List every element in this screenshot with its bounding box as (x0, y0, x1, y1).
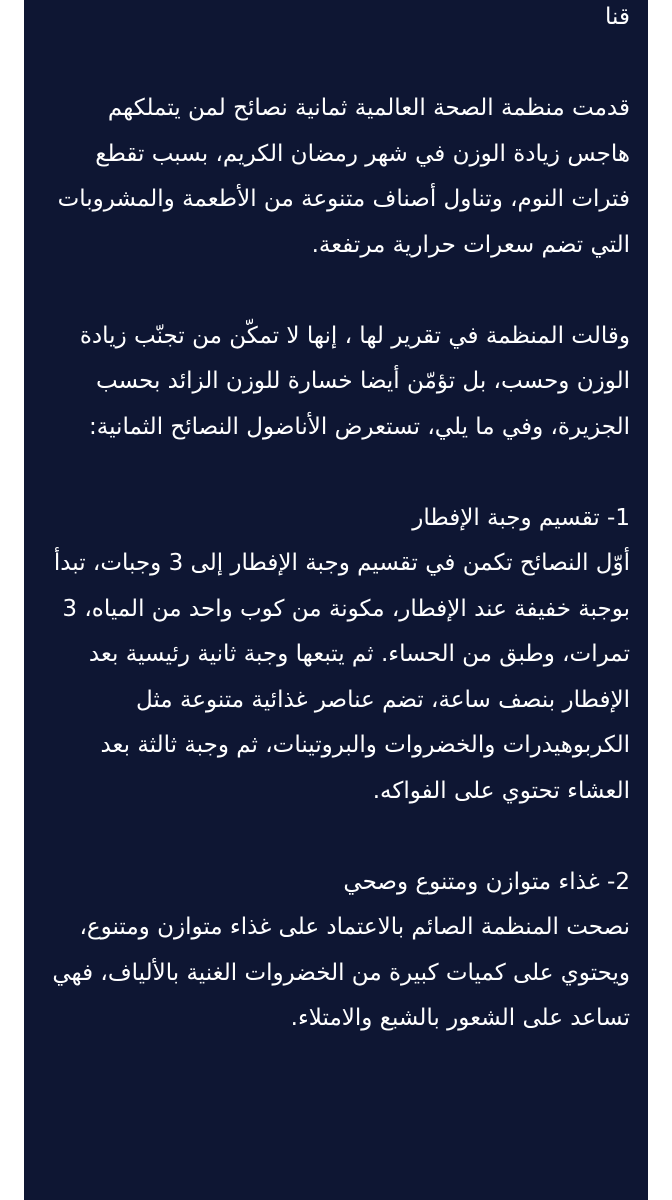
paragraph-gap (44, 268, 630, 314)
tip-1-heading: 1- تقسيم وجبة الإفطار (412, 504, 630, 531)
paragraph-report: وقالت المنظمة في تقرير لها ، إنها لا تمكّن من تجنّب زيادة الوزن وحسب، بل تؤمّن أيضا خسارة للوزن الزائد بحسب الجزيرة، وفي ما يلي، تستعرض الأناضول النصائح الثمانية: (79, 322, 630, 440)
paragraph-intro: قدمت منظمة الصحة العالمية ثمانية نصائح لمن يتملكهم هاجس زيادة الوزن في شهر رمضان الكريم، بسبب تقطع فترات النوم، وتناول أصناف متنوعة من الأطعمة والمشروبات التي تضم سعرات حرارية مرتفعة. (57, 95, 630, 258)
intro-tail: قنا (605, 4, 630, 30)
article-panel (24, 0, 648, 1200)
paragraph-gap (44, 814, 630, 860)
article-body (24, 0, 648, 1042)
tip-2-body: نصحت المنظمة الصائم بالاعتماد على غذاء متوازن ومتنوع، ويحتوي على كميات كبيرة من الخضروات الغنية بالألياف، فهي تساعد على الشعور بالشبع والامتلاء. (52, 914, 630, 1031)
paragraph-gap (44, 41, 630, 87)
paragraph-gap (44, 450, 630, 496)
tip-2-heading: 2- غذاء متوازن ومتنوع وصحي (343, 868, 630, 895)
tip-1-body: أوّل النصائح تكمن في تقسيم وجبة الإفطار إلى 3 وجبات، تبدأ بوجبة خفيفة عند الإفطار، مكونة من كوب واحد من المياه، 3 تمرات، وطبق من الحساء. ثم يتبعها وجبة ثانية رئيسية بعد الإفطار بنصف ساعة، تضم عناصر غذائية متنوعة مثل الكربوهيدرات والخضروات والبروتينات، ثم وجبة ثالثة بعد العشاء تحتوي على الفواكه. (53, 550, 630, 804)
